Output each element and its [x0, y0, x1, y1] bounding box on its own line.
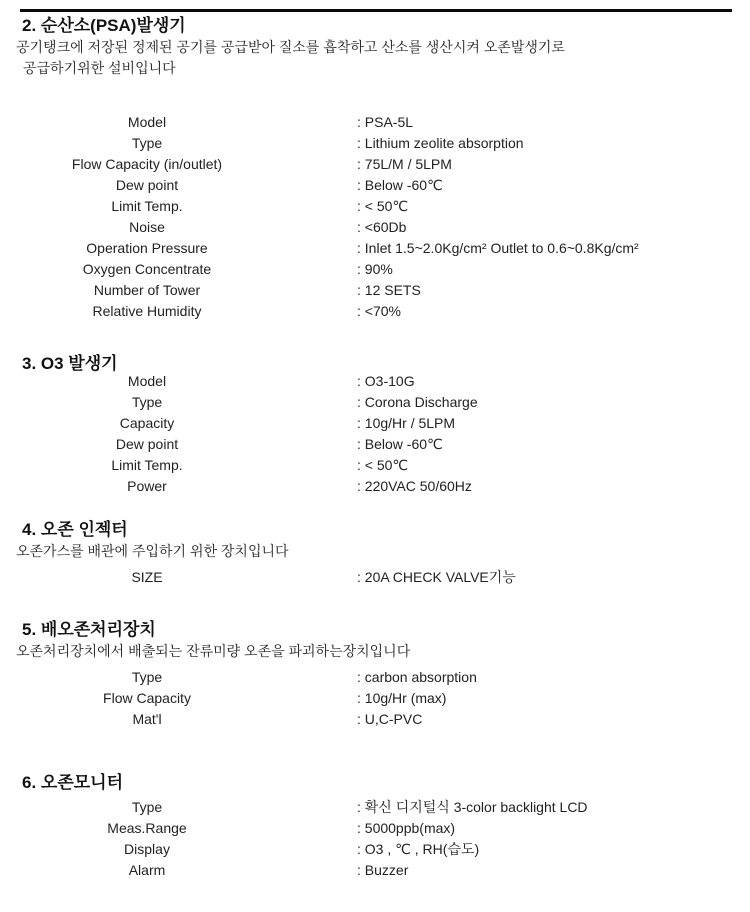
section-description-psa-generator: [16, 37, 565, 79]
spec-row: [0, 133, 750, 154]
spec-label: Dew point: [115, 436, 179, 452]
section-heading-ozone-monitor: 6. 오존모니터: [22, 773, 124, 792]
spec-value: : <70%: [357, 303, 401, 319]
spec-row: [0, 413, 750, 434]
spec-label: Power: [127, 478, 167, 494]
spec-label: Meas.Range: [107, 820, 187, 836]
spec-row: [0, 259, 750, 280]
spec-label: SIZE: [131, 569, 163, 585]
spec-value: : Corona Discharge: [357, 394, 478, 410]
description-line: 오존처리장치에서 배출되는 잔류미량 오존을 파괴하는장치입니다: [16, 643, 411, 659]
spec-label: Model: [127, 114, 167, 130]
section-heading-o3-generator: 3. O3 발생기: [22, 354, 118, 373]
spec-row: [0, 392, 750, 413]
spec-row: [0, 217, 750, 238]
spec-row: [0, 154, 750, 175]
spec-label: Type: [131, 669, 163, 685]
spec-value: : 75L/M / 5LPM: [357, 156, 452, 172]
spec-row: [0, 175, 750, 196]
spec-label: Oxygen Concentrate: [82, 261, 212, 277]
spec-value: : Buzzer: [357, 862, 409, 878]
spec-row: [0, 301, 750, 322]
spec-table-ozone-destructor: [0, 667, 750, 730]
description-line: 공급하기위한 설비입니다: [23, 60, 176, 76]
spec-label: Number of Tower: [93, 282, 201, 298]
spec-label: Model: [127, 373, 167, 389]
spec-value: : 220VAC 50/60Hz: [357, 478, 472, 494]
section-heading-ozone-injector: 4. 오존 인젝터: [22, 520, 128, 539]
spec-row: [0, 797, 750, 818]
spec-value: : 5000ppb(max): [357, 820, 456, 836]
spec-value: : 10g/Hr (max): [357, 690, 447, 706]
section-description-ozone-injector: [16, 541, 289, 562]
spec-row: [0, 476, 750, 497]
spec-value: : PSA-5L: [357, 114, 414, 130]
spec-label: Limit Temp.: [111, 198, 183, 214]
spec-row: [0, 434, 750, 455]
spec-label: Display: [124, 841, 170, 857]
spec-row: [0, 238, 750, 259]
description-line: 오존가스를 배관에 주입하기 위한 장치입니다: [16, 543, 289, 559]
spec-label: Relative Humidity: [92, 303, 202, 319]
spec-row: [0, 567, 750, 588]
spec-value: : Lithium zeolite absorption: [357, 135, 524, 151]
spec-row: [0, 196, 750, 217]
spec-value: : < 50℃: [357, 198, 409, 214]
spec-label: Type: [131, 135, 163, 151]
spec-label: Type: [131, 799, 163, 815]
spec-label: Mat'l: [132, 711, 162, 727]
spec-label: Limit Temp.: [111, 457, 183, 473]
section-description-ozone-destructor: [16, 641, 410, 662]
spec-value: : 20A CHECK VALVE기능: [357, 569, 516, 585]
spec-label: Operation Pressure: [86, 240, 208, 256]
description-line: 공기탱크에 저장된 정제된 공기를 공급받아 질소를 흡착하고 산소를 생산시켜 오존발생기로: [16, 39, 565, 55]
section-heading-ozone-destructor: 5. 배오존처리장치: [22, 620, 156, 639]
spec-row: [0, 455, 750, 476]
spec-value: : O3 , ℃ , RH(습도): [357, 841, 480, 857]
spec-table-psa-generator: [0, 112, 750, 322]
spec-row: [0, 709, 750, 730]
spec-row: [0, 280, 750, 301]
spec-value: : 확신 디지털식 3-color backlight LCD: [357, 799, 588, 815]
spec-value: : <60Db: [357, 219, 407, 235]
spec-label: Dew point: [115, 177, 179, 193]
spec-label: Type: [131, 394, 163, 410]
spec-table-o3-generator: [0, 371, 750, 497]
spec-value: : Below -60℃: [357, 436, 443, 452]
spec-value: : < 50℃: [357, 457, 409, 473]
spec-label: Flow Capacity (in/outlet): [71, 156, 223, 172]
spec-row: [0, 688, 750, 709]
spec-label: Flow Capacity: [103, 690, 191, 706]
spec-value: : carbon absorption: [357, 669, 477, 685]
spec-row: [0, 371, 750, 392]
spec-value: : 90%: [357, 261, 393, 277]
section-heading-psa-generator: 2. 순산소(PSA)발생기: [22, 16, 186, 35]
spec-row: [0, 839, 750, 860]
spec-row: [0, 667, 750, 688]
spec-row: [0, 860, 750, 881]
spec-value: : Below -60℃: [357, 177, 443, 193]
spec-row: [0, 112, 750, 133]
spec-value: : U,C-PVC: [357, 711, 423, 727]
spec-label: Alarm: [128, 862, 166, 878]
spec-table-ozone-monitor: [0, 797, 750, 881]
spec-value: : O3-10G: [357, 373, 415, 389]
spec-value: : 10g/Hr / 5LPM: [357, 415, 456, 431]
spec-label: Noise: [129, 219, 165, 235]
spec-value: : 12 SETS: [357, 282, 421, 298]
spec-value: : Inlet 1.5~2.0Kg/cm² Outlet to 0.6~0.8Kg/cm²: [357, 240, 639, 256]
spec-table-ozone-injector: [0, 567, 750, 588]
spec-label: Capacity: [119, 415, 175, 431]
spec-row: [0, 818, 750, 839]
